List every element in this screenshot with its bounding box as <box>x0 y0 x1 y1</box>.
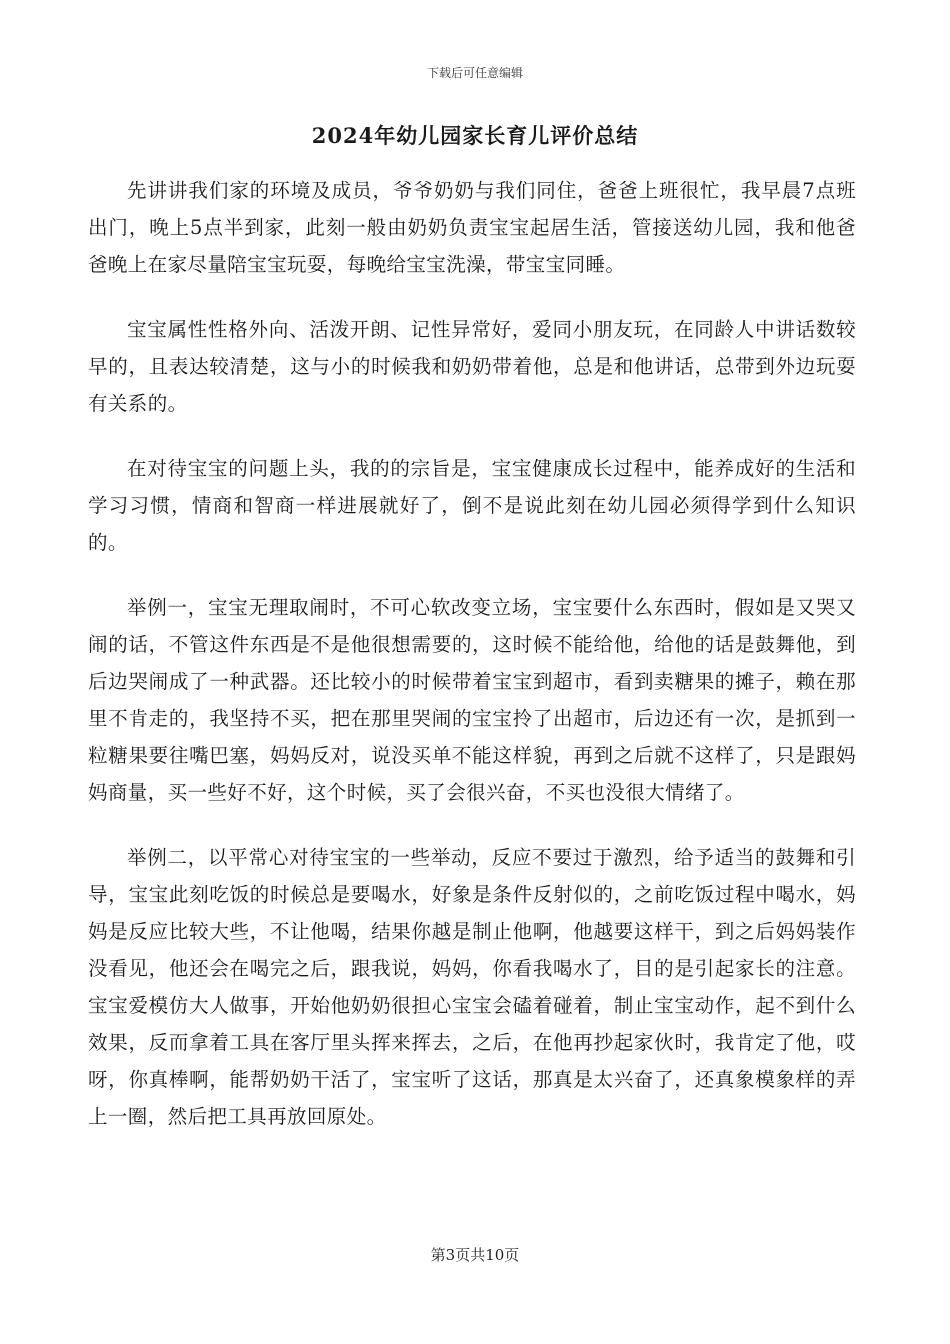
document-title: 2024年幼儿园家长育儿评价总结 <box>311 123 639 148</box>
document-body <box>88 172 856 1163</box>
paragraph: 在对待宝宝的问题上头，我的的宗旨是，宝宝健康成长过程中，能养成好的生活和学习习惯，情商和智商一样进展就好了，倒不是说此刻在幼儿园必须得学到什么知识的。 <box>88 457 856 554</box>
header-note: 下载后可任意编辑 <box>426 66 523 80</box>
paragraph: 举例二，以平常心对待宝宝的一些举动，反应不要过于激烈，给予适当的鼓舞和引导，宝宝此刻吃饭的时候总是要喝水，好象是条件反射似的，之前吃饭过程中喝水，妈妈是反应比较大些，不让他喝，结果你越是制止他啊，他越要这样干，到之后妈妈装作没看见，他还会在喝完之后，跟我说，妈妈，你看我喝水了，目的是引起家长的注意。宝宝爱模仿大人做事，开始他奶奶很担心宝宝会磕着碰着，制止宝宝动作，起不到什么效果，反而拿着工具在客厅里头挥来挥去，之后，在他再抄起家伙时，我肯定了他，哎呀，你真棒啊，能帮奶奶干活了，宝宝听了这话，那真是太兴奋了，还真象模象样的弄上一圈，然后把工具再放回原处。 <box>88 846 856 1128</box>
paragraph: 宝宝属性性格外向、活泼开朗、记性异常好，爱同小朋友玩，在同龄人中讲话数较早的，且表达较清楚，这与小的时候我和奶奶带着他，总是和他讲话，总带到外边玩耍有关系的。 <box>88 318 856 415</box>
paragraph: 先讲讲我们家的环境及成员，爷爷奶奶与我们同住，爸爸上班很忙，我早晨7点班出门，晚上5点半到家，此刻一般由奶奶负责宝宝起居生活，管接送幼儿园，我和他爸爸晚上在家尽量陪宝宝玩耍，每晚给宝宝洗澡，带宝宝同睡。 <box>88 179 856 276</box>
paragraph: 举例一，宝宝无理取闹时，不可心软改变立场，宝宝要什么东西时，假如是又哭又闹的话，不管这件东西是不是他很想需要的，这时候不能给他，给他的话是鼓舞他，到后边哭闹成了一种武器。还比较小的时候带着宝宝到超市，看到卖糖果的摊子，赖在那里不肯走的，我坚持不买，把在那里哭闹的宝宝拎了出超市，后边还有一次，是抓到一粒糖果要往嘴巴塞，妈妈反对，说没买单不能这样貌，再到之后就不这样了，只是跟妈妈商量，买一些好不好，这个时候，买了会很兴奋，不买也没很大情绪了。 <box>88 596 856 804</box>
page-number: 第3页共10页 <box>430 1246 520 1264</box>
